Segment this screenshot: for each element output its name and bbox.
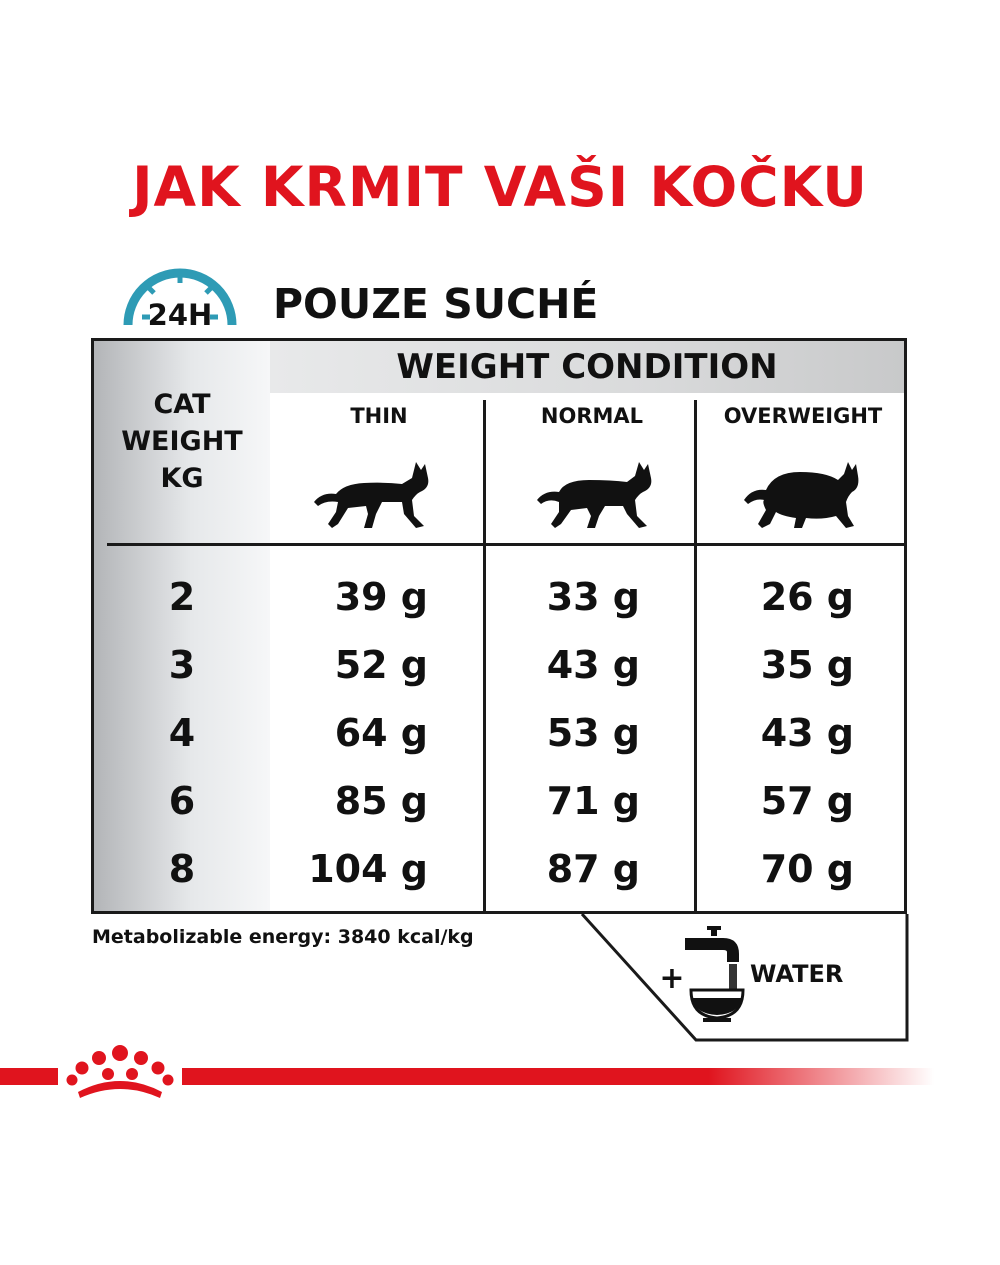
cell-overweight: 43 g — [760, 711, 854, 755]
cell-overweight: 57 g — [760, 779, 854, 823]
row-weight: 8 — [168, 847, 196, 891]
cell-normal: 33 g — [546, 575, 640, 619]
cat-weight-header-line: CAT — [153, 389, 211, 420]
brand-band — [0, 1068, 58, 1085]
cell-normal: 71 g — [546, 779, 640, 823]
overweight-cat-icon — [742, 458, 862, 530]
header-divider — [107, 543, 907, 546]
brand-band — [182, 1068, 934, 1085]
clock-label: 24H — [147, 298, 213, 332]
row-weight: 2 — [168, 575, 196, 619]
cell-thin: 85 g — [334, 779, 428, 823]
royal-canin-crown-logo — [64, 1044, 176, 1106]
feeding-mode-title: POUZE SUCHÉ — [273, 280, 599, 328]
cell-normal: 87 g — [546, 847, 640, 891]
water-tap-bowl-icon — [683, 924, 745, 1024]
cell-thin: 104 g — [308, 847, 428, 891]
cell-normal: 43 g — [546, 643, 640, 687]
page-title: JAK KRMIT VAŠI KOČKU — [132, 155, 868, 219]
water-label: WATER — [750, 960, 844, 988]
column-header-overweight: OVERWEIGHT — [723, 404, 883, 428]
thin-cat-icon — [312, 458, 432, 530]
weight-condition-header: WEIGHT CONDITION — [396, 347, 778, 387]
cat-weight-header-line: WEIGHT — [121, 426, 243, 457]
cell-overweight: 26 g — [760, 575, 854, 619]
cell-normal: 53 g — [546, 711, 640, 755]
water-box — [580, 912, 910, 1042]
cell-thin: 52 g — [334, 643, 428, 687]
cell-thin: 39 g — [334, 575, 428, 619]
energy-note: Metabolizable energy: 3840 kcal/kg — [92, 926, 474, 948]
cell-thin: 64 g — [334, 711, 428, 755]
plus-sign: + — [659, 961, 685, 996]
clock-24h-icon — [120, 257, 240, 337]
cat-weight-header-line: KG — [160, 463, 204, 494]
row-weight: 4 — [168, 711, 196, 755]
cat-weight-header — [94, 386, 270, 497]
normal-cat-icon — [535, 458, 655, 530]
cell-overweight: 35 g — [760, 643, 854, 687]
row-weight: 3 — [168, 643, 196, 687]
column-header-normal: NORMAL — [540, 404, 644, 428]
row-weight: 6 — [168, 779, 196, 823]
cell-overweight: 70 g — [760, 847, 854, 891]
column-header-thin: THIN — [350, 404, 408, 428]
